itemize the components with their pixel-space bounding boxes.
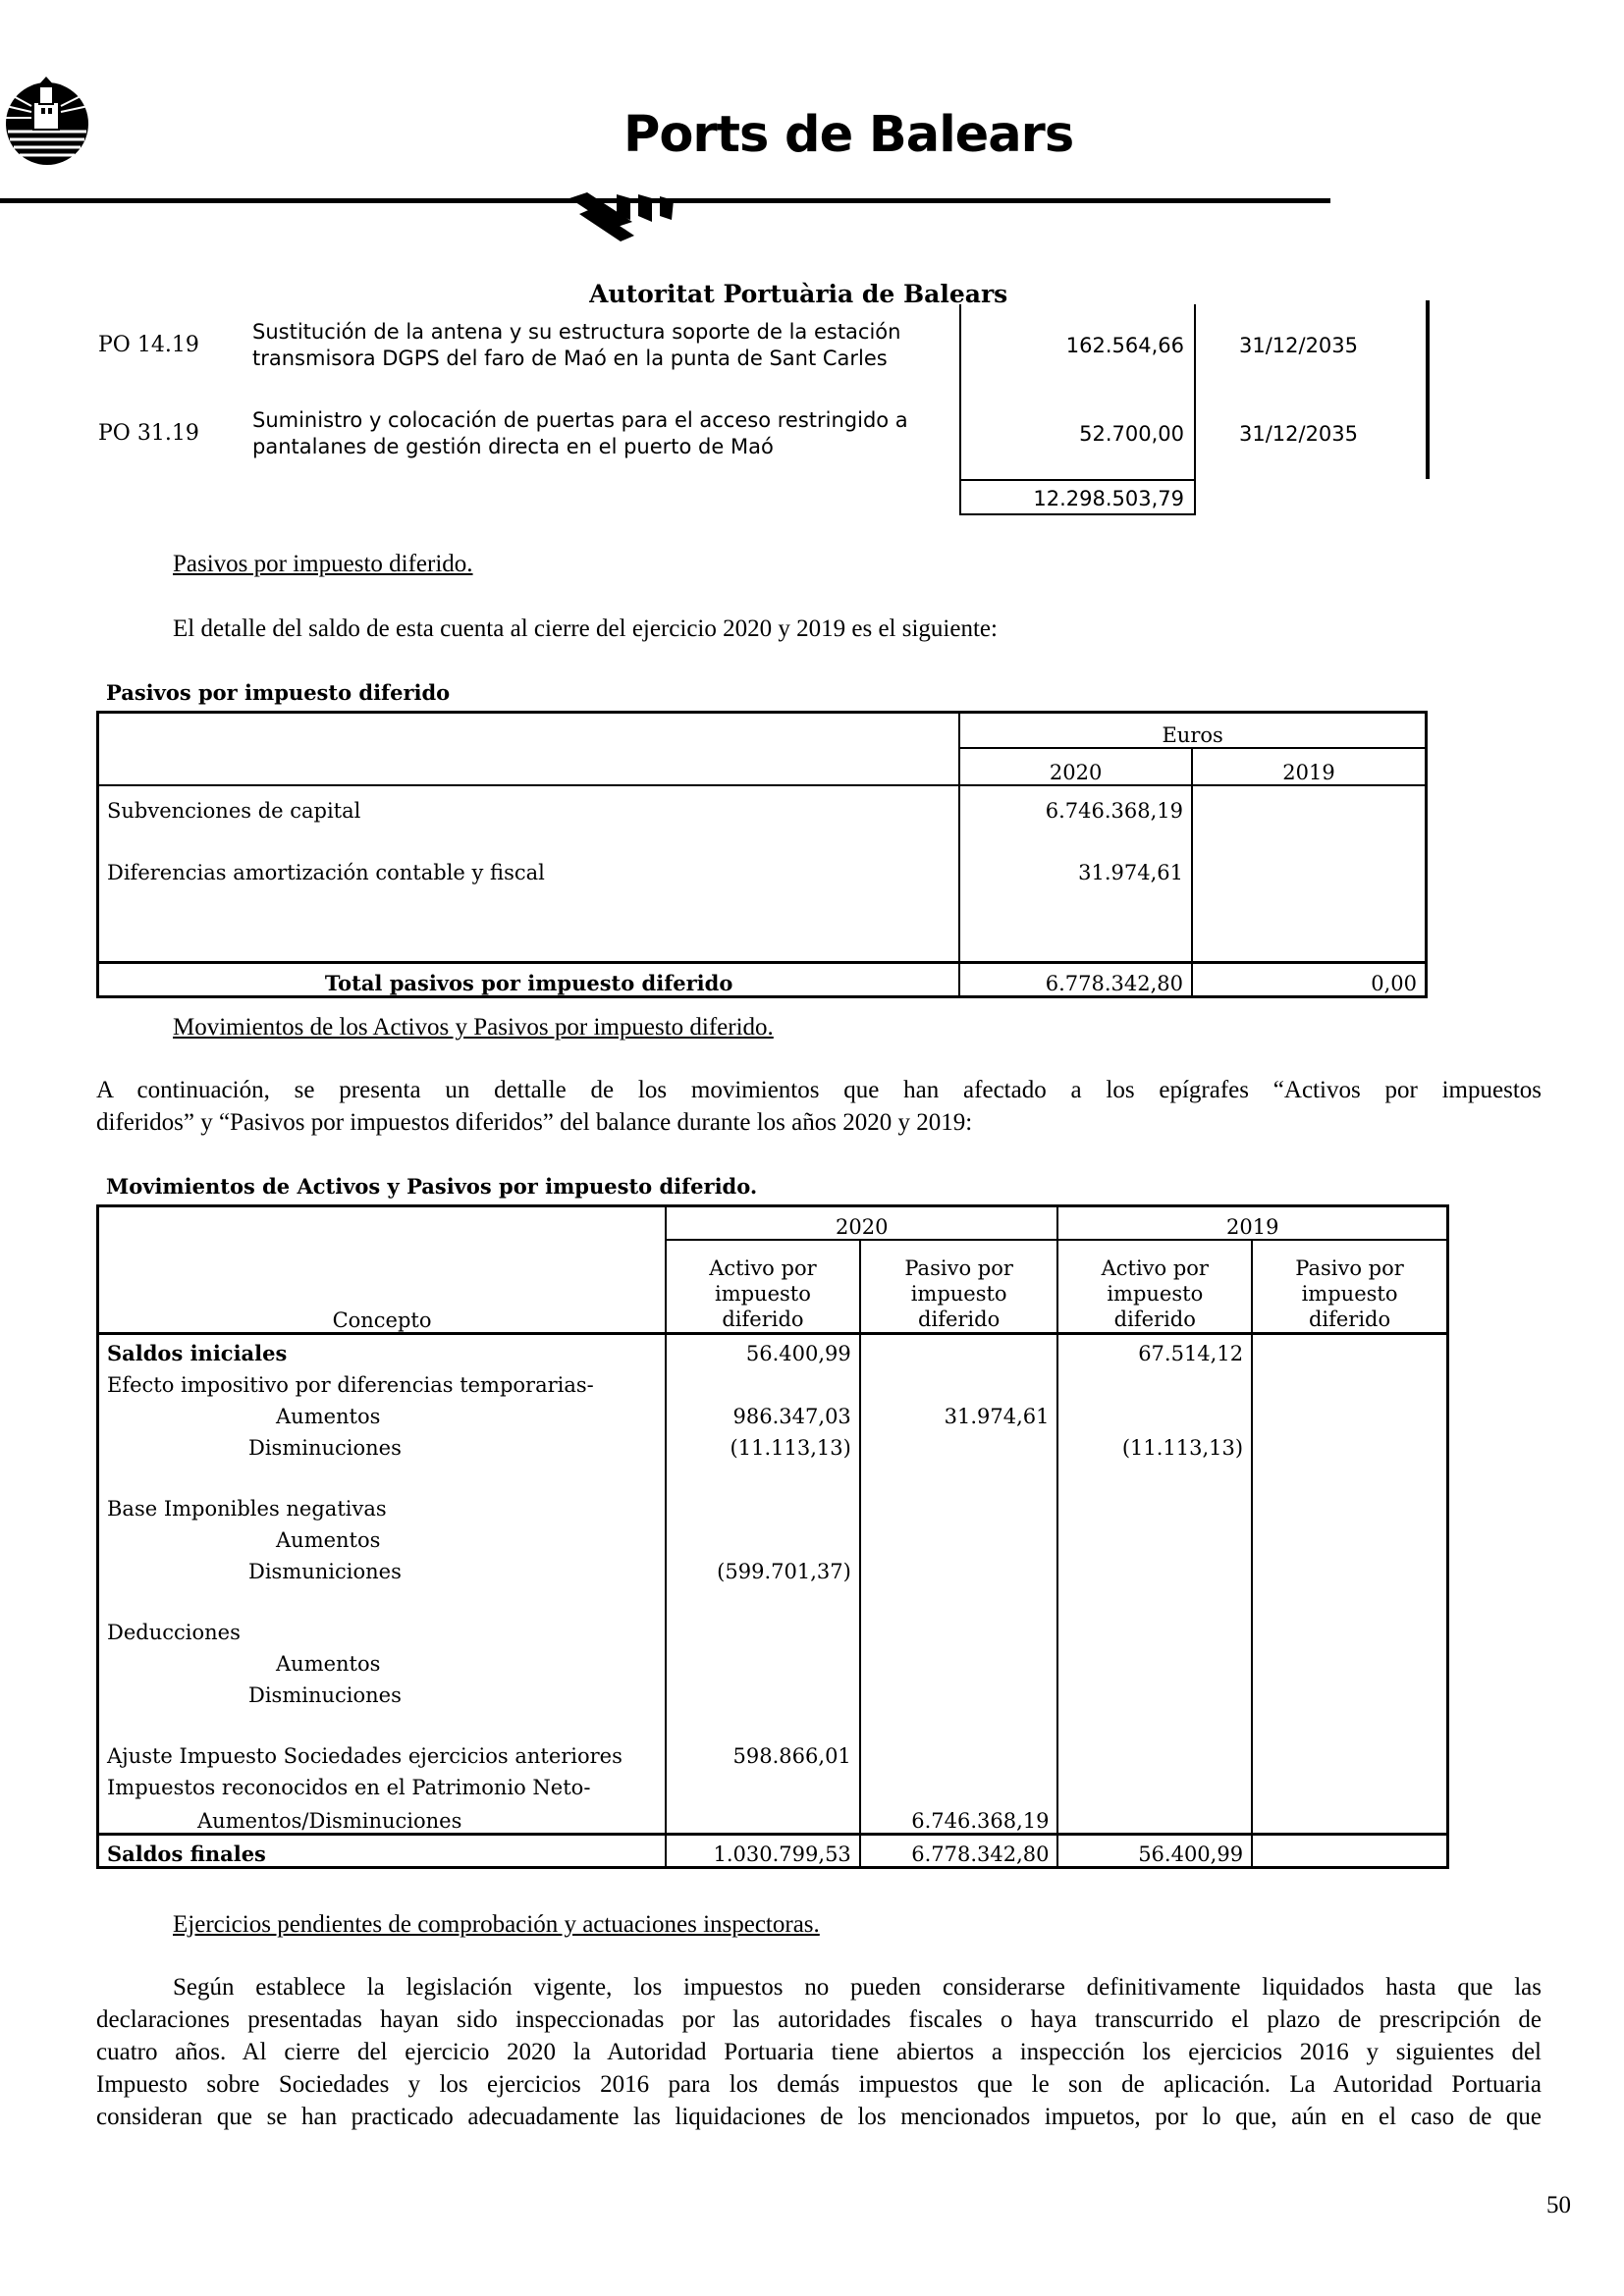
brand-title: Ports de Balears xyxy=(623,106,1074,164)
table-row: Base Imponibles negativas xyxy=(98,1460,1448,1521)
table-row: Aumentos xyxy=(98,1644,1448,1676)
projects-total: 12.298.503,79 xyxy=(1033,487,1184,510)
value-2019 xyxy=(1192,785,1426,823)
table-rule xyxy=(1426,300,1430,479)
project-code: PO 31.19 xyxy=(98,421,199,446)
table-row: Ajuste Impuesto Sociedades ejercicios anteriores 598.866,01 xyxy=(98,1707,1448,1768)
total-2019: 0,00 xyxy=(1192,963,1426,997)
row-label: Diferencias amortización contable y fiscal xyxy=(98,823,960,884)
table-row: Disminuciones xyxy=(98,1676,1448,1707)
year-header: 2019 xyxy=(1192,748,1426,785)
table-row: Deducciones xyxy=(98,1583,1448,1644)
project-date: 31/12/2035 xyxy=(1238,334,1359,357)
table-rule xyxy=(959,479,1196,481)
project-desc-line2: transmisora DGPS del faro de Maó en la punta de Sant Carles xyxy=(252,347,888,370)
paragraph-line: Según establece la legislación vigente, los impuestos no pueden considerarse definitivamente liquidados hasta que las xyxy=(173,1974,1542,2001)
value-2020: 6.746.368,19 xyxy=(959,785,1192,823)
project-desc-line2: pantalanes de gestión directa en el puerto de Maó xyxy=(252,435,774,458)
pasivo-header: Pasivo por impuesto diferido xyxy=(1252,1240,1447,1334)
year-header: 2020 xyxy=(666,1206,1057,1240)
project-desc-line1: Suministro y colocación de puertas para el acceso restringido a xyxy=(252,408,908,432)
concept-header: Concepto xyxy=(98,1240,667,1334)
table-row: Saldos iniciales 56.400,99 67.514,12 xyxy=(98,1334,1448,1365)
table-row: Aumentos xyxy=(98,1521,1448,1552)
table-rule xyxy=(959,304,961,515)
page-number: 50 xyxy=(1546,2192,1571,2218)
section-heading: Ejercicios pendientes de comprobación y actuaciones inspectoras. xyxy=(173,1911,820,1938)
section-intro: diferidos” y “Pasivos por impuestos diferidos” del balance durante los años 2020 y 2019: xyxy=(96,1109,973,1136)
movements-table xyxy=(96,1204,1449,1869)
table-row: Efecto impositivo por diferencias temporarias- xyxy=(98,1365,1448,1397)
table-row: Impuestos reconocidos en el Patrimonio Neto- xyxy=(98,1768,1448,1799)
pasivo-header: Pasivo por impuesto diferido xyxy=(860,1240,1058,1334)
total-2020: 6.778.342,80 xyxy=(959,963,1192,997)
table-row: Aumentos/Disminuciones 6.746.368,19 xyxy=(98,1799,1448,1835)
year-header: 2020 xyxy=(959,748,1192,785)
paragraph-line: declaraciones presentadas hayan sido inspeccionadas por las autoridades fiscales o haya transcurrido el plazo de prescripción de xyxy=(96,2006,1542,2033)
section-heading: Movimientos de los Activos y Pasivos por impuesto diferido. xyxy=(173,1014,774,1041)
section-intro: A continuación, se presenta un dettalle de los movimientos que han afectado a los epígrafes “Activos por impuestos xyxy=(96,1077,1542,1103)
total-label: Total pasivos por impuesto diferido xyxy=(98,963,960,997)
project-amount: 52.700,00 xyxy=(1079,422,1184,446)
project-amount: 162.564,66 xyxy=(1065,334,1184,357)
value-2019 xyxy=(1192,823,1426,884)
table-row: Dismuniciones (599.701,37) xyxy=(98,1552,1448,1583)
section-heading: Pasivos por impuesto diferido. xyxy=(173,551,473,577)
project-date: 31/12/2035 xyxy=(1238,422,1359,446)
year-header: 2019 xyxy=(1057,1206,1447,1240)
authority-name: Autoritat Portuària de Balears xyxy=(589,280,1008,303)
table-title: Pasivos por impuesto diferido xyxy=(106,680,451,705)
row-label: Subvenciones de capital xyxy=(98,785,960,823)
table-row: Disminuciones (11.113,13) (11.113,13) xyxy=(98,1428,1448,1460)
project-code: PO 14.19 xyxy=(98,333,199,357)
project-desc-line1: Sustitución de la antena y su estructura soporte de la estación xyxy=(252,320,901,344)
deferred-tax-table xyxy=(96,711,1428,998)
table-rule xyxy=(1194,304,1196,515)
port-emblem-icon xyxy=(569,192,697,241)
currency-header: Euros xyxy=(959,713,1426,748)
table-title: Movimientos de Activos y Pasivos por impuesto diferido. xyxy=(106,1174,758,1199)
paragraph-line: Impuesto sobre Sociedades y los ejercicios 2016 para los demás impuestos que le son de aplicación. La Autoridad Portuaria xyxy=(96,2071,1542,2098)
paragraph-line: cuatro años. Al cierre del ejercicio 2020 la Autoridad Portuaria tiene abiertos a inspección los ejercicios 2016 y siguientes del xyxy=(96,2039,1542,2065)
activo-header: Activo por impuesto diferido xyxy=(666,1240,860,1334)
paragraph-line: consideran que se han practicado adecuadamente las liquidaciones de los mencionados impuetos, por lo que, aún en el caso de que xyxy=(96,2104,1542,2130)
activo-header: Activo por impuesto diferido xyxy=(1057,1240,1252,1334)
table-rule xyxy=(959,513,1196,515)
table-row: Aumentos 986.347,03 31.974,61 xyxy=(98,1397,1448,1428)
lighthouse-logo-icon xyxy=(2,73,90,171)
final-label: Saldos finales xyxy=(98,1835,667,1868)
table-row: Saldos finales 1.030.799,53 6.778.342,80 56.400,99 xyxy=(98,1835,1448,1868)
section-intro: El detalle del saldo de esta cuenta al cierre del ejercicio 2020 y 2019 es el siguiente: xyxy=(173,615,998,642)
value-2020: 31.974,61 xyxy=(959,823,1192,884)
